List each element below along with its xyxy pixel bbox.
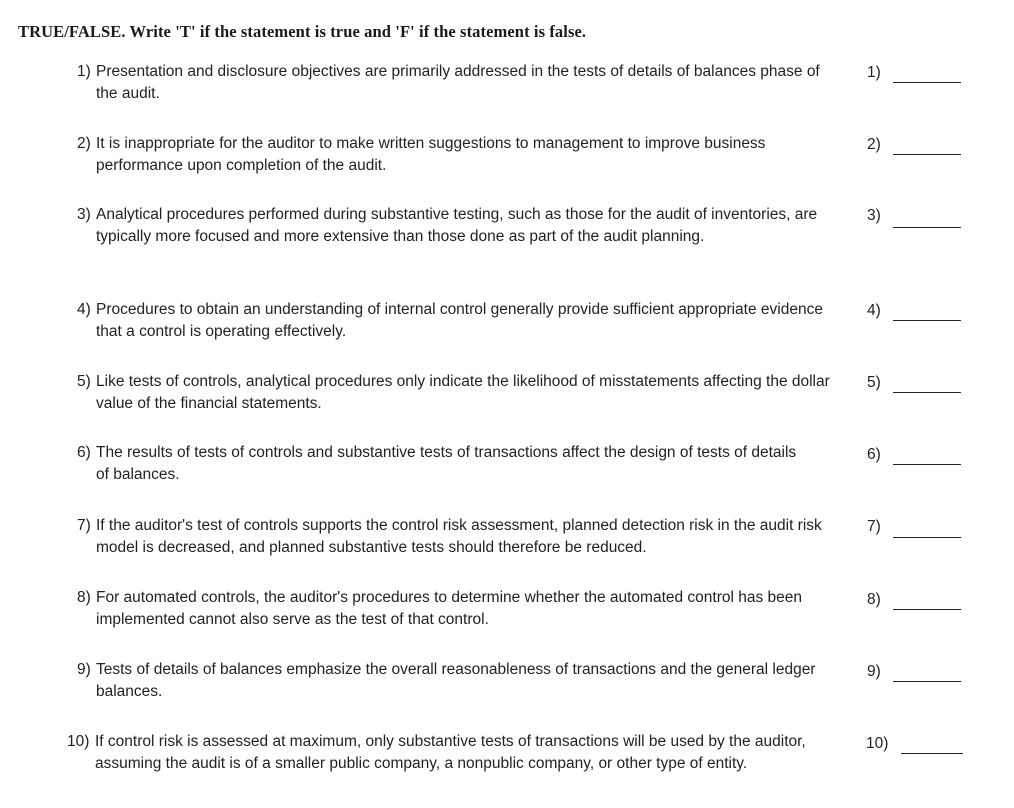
question-number: 4) bbox=[77, 301, 91, 318]
answer-label: 3) bbox=[867, 207, 881, 224]
question-5 bbox=[77, 371, 857, 415]
answer-label: 10) bbox=[866, 735, 889, 752]
question-number: 5) bbox=[77, 373, 91, 390]
question-text: The results of tests of controls and substantive tests of transactions affect the design of tests of details of balances. bbox=[96, 444, 797, 483]
question-text: Analytical procedures performed during substantive testing, such as those for the audit of inventories, are typically more focused and more extensive than those done as part of the audit planning. bbox=[96, 206, 818, 245]
question-number: 2) bbox=[77, 135, 91, 152]
question-10 bbox=[67, 731, 857, 797]
answer-line[interactable] bbox=[893, 154, 961, 155]
answer-line[interactable] bbox=[893, 609, 961, 610]
answer-label: 9) bbox=[867, 663, 881, 680]
question-1 bbox=[77, 61, 857, 105]
question-number: 7) bbox=[77, 517, 91, 534]
question-text: Tests of details of balances emphasize the overall reasonableness of transactions and the general ledger balances. bbox=[96, 661, 816, 700]
question-text: If control risk is assessed at maximum, only substantive tests of transactions will be used by the auditor, assuming the audit is of a smaller public company, a nonpublic company, or other type of entity. bbox=[95, 733, 806, 772]
answer-label: 6) bbox=[867, 446, 881, 463]
answer-label: 2) bbox=[867, 136, 881, 153]
question-number: 10) bbox=[67, 733, 90, 750]
question-4 bbox=[77, 299, 857, 343]
question-number: 8) bbox=[77, 589, 91, 606]
question-2 bbox=[77, 133, 857, 177]
question-text: Presentation and disclosure objectives are primarily addressed in the tests of details of balances phase of the audit. bbox=[96, 63, 820, 102]
question-7 bbox=[77, 515, 857, 559]
answer-line[interactable] bbox=[893, 681, 961, 682]
question-number: 6) bbox=[77, 444, 91, 461]
question-9 bbox=[77, 659, 857, 703]
answer-line[interactable] bbox=[893, 392, 961, 393]
question-6 bbox=[77, 442, 857, 486]
answer-line[interactable] bbox=[893, 82, 961, 83]
answer-label: 8) bbox=[867, 591, 881, 608]
question-text: Procedures to obtain an understanding of internal control generally provide sufficient appropriate evidence that a control is operating effectively. bbox=[96, 301, 823, 340]
question-3 bbox=[77, 204, 857, 270]
answer-line[interactable] bbox=[893, 537, 961, 538]
question-text: Like tests of controls, analytical procedures only indicate the likelihood of misstatements affecting the dollar value of the financial statements. bbox=[96, 373, 830, 412]
answer-line[interactable] bbox=[893, 227, 961, 228]
answer-label: 4) bbox=[867, 302, 881, 319]
question-number: 3) bbox=[77, 206, 91, 223]
question-number: 9) bbox=[77, 661, 91, 678]
answer-label: 5) bbox=[867, 374, 881, 391]
question-number: 1) bbox=[77, 63, 91, 80]
question-8 bbox=[77, 587, 857, 631]
answer-line[interactable] bbox=[893, 320, 961, 321]
answer-line[interactable] bbox=[901, 753, 963, 754]
answer-label: 1) bbox=[867, 64, 881, 81]
instructions-heading: TRUE/FALSE. Write 'T' if the statement is true and 'F' if the statement is false. bbox=[18, 22, 587, 41]
answer-label: 7) bbox=[867, 518, 881, 535]
question-text: It is inappropriate for the auditor to make written suggestions to management to improve business performance upon completion of the audit. bbox=[96, 135, 766, 174]
question-text: For automated controls, the auditor's procedures to determine whether the automated control has been implemented cannot also serve as the test of that control. bbox=[96, 589, 803, 628]
answer-line[interactable] bbox=[893, 464, 961, 465]
question-text: If the auditor's test of controls supports the control risk assessment, planned detection risk in the audit risk model is decreased, and planned substantive tests should therefore be reduced. bbox=[96, 517, 822, 556]
